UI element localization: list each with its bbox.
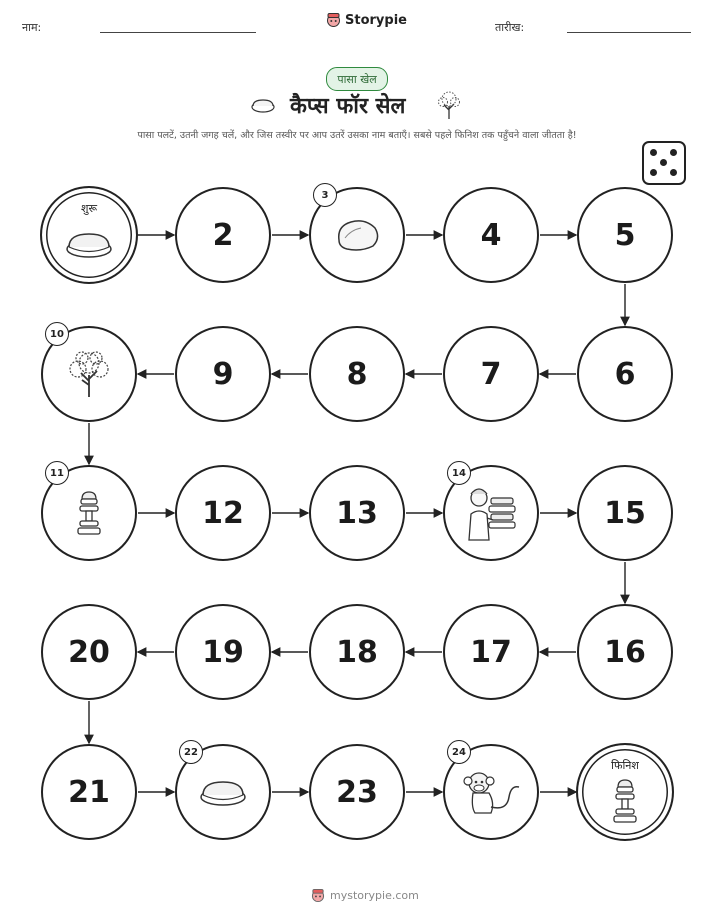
space-number: 23 — [336, 774, 378, 810]
space-number-badge: 14 — [447, 461, 471, 485]
name-label: नाम: — [22, 21, 42, 34]
board-space-19 — [175, 604, 271, 700]
board-space-23 — [309, 744, 405, 840]
board-space-14 — [443, 465, 539, 561]
footer-site[interactable]: mystorypie.com — [330, 889, 419, 902]
space-number: 5 — [614, 217, 636, 253]
tree-icon — [434, 90, 464, 120]
space-number: 7 — [480, 356, 502, 392]
board-space-20 — [41, 604, 137, 700]
brand-logo — [326, 12, 407, 28]
space-number-badge: 24 — [447, 740, 471, 764]
cap-icon — [250, 97, 276, 113]
space-number-badge: 3 — [313, 183, 337, 207]
instructions-text: पासा पलटें, उतनी जगह चलें, और जिस तस्वीर पर आप उतरें उसका नाम बताएँ। सबसे पहले फिनिश तक पहुँचने वाला जीतता है! — [137, 130, 577, 141]
board-space-3 — [309, 187, 405, 283]
space-number: 2 — [212, 217, 234, 253]
footer — [311, 888, 419, 903]
board-space-17 — [443, 604, 539, 700]
board-space-16 — [577, 604, 673, 700]
brand-name: Storypie — [345, 12, 407, 28]
space-number-badge: 11 — [45, 461, 69, 485]
space-number: 21 — [68, 774, 110, 810]
name-line[interactable] — [100, 32, 256, 33]
space-number: 8 — [346, 356, 368, 392]
space-number: 13 — [336, 495, 378, 531]
board-space-13 — [309, 465, 405, 561]
board-space-12 — [175, 465, 271, 561]
page-title: कैप्स फॉर सेल — [290, 94, 406, 119]
board-space-4 — [443, 187, 539, 283]
board-space-22 — [175, 744, 271, 840]
board-space-9 — [175, 326, 271, 422]
storypie-logo-icon — [326, 12, 341, 28]
board-space-21 — [41, 744, 137, 840]
space-number: 9 — [212, 356, 234, 392]
board-space-2 — [175, 187, 271, 283]
space-label: शुरू — [80, 202, 98, 215]
board-space-8 — [309, 326, 405, 422]
space-number: 20 — [68, 634, 110, 670]
board-space-11 — [41, 465, 137, 561]
dice-icon — [642, 141, 686, 185]
start-space — [40, 186, 138, 284]
space-number: 6 — [614, 356, 636, 392]
board-space-15 — [577, 465, 673, 561]
board-space-7 — [443, 326, 539, 422]
storypie-logo-icon — [311, 888, 325, 903]
space-number-badge: 10 — [45, 322, 69, 346]
space-number-badge: 22 — [179, 740, 203, 764]
game-type-badge: पासा खेल — [326, 67, 388, 91]
finish-space — [576, 743, 674, 841]
space-number: 12 — [202, 495, 244, 531]
board-space-6 — [577, 326, 673, 422]
space-number: 16 — [604, 634, 646, 670]
space-number: 17 — [470, 634, 512, 670]
date-line[interactable] — [567, 32, 691, 33]
board-space-10 — [41, 326, 137, 422]
space-number: 4 — [480, 217, 502, 253]
board-space-18 — [309, 604, 405, 700]
board-space-5 — [577, 187, 673, 283]
space-number: 19 — [202, 634, 244, 670]
space-label: फिनिश — [611, 759, 639, 772]
space-number: 15 — [604, 495, 646, 531]
date-label: तारीख: — [495, 21, 525, 34]
board-space-24 — [443, 744, 539, 840]
space-number: 18 — [336, 634, 378, 670]
